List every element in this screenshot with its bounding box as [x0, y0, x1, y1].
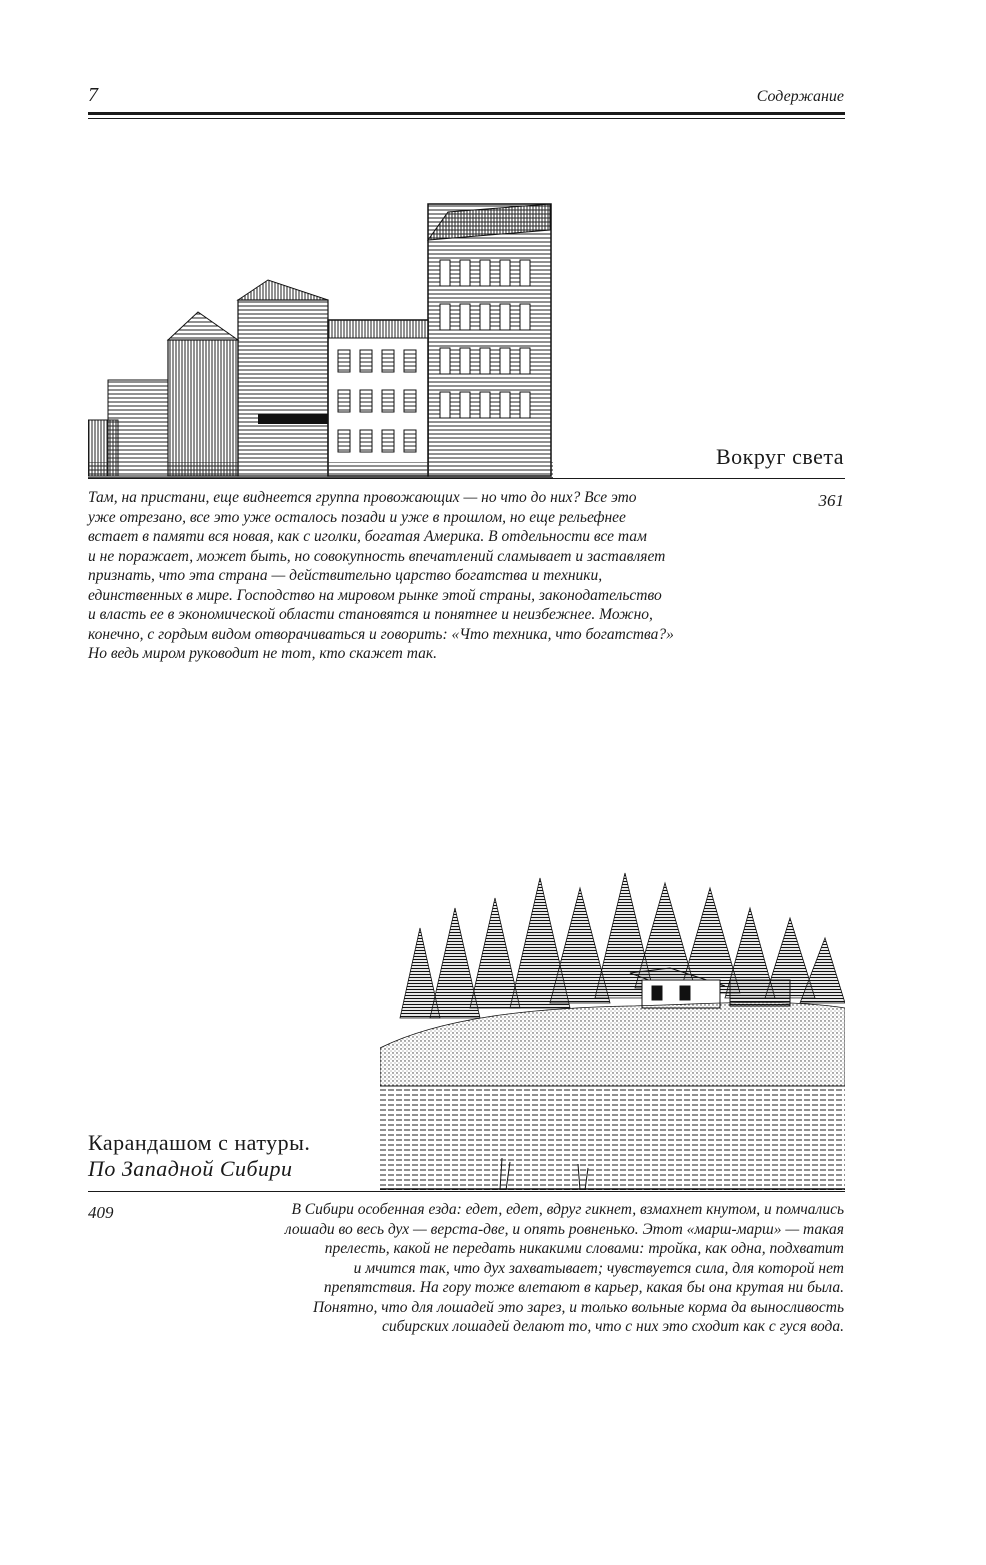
- entry-page-number: 361: [818, 491, 844, 510]
- entry-excerpt: [164, 1200, 844, 1337]
- excerpt-line: лошади во весь дух — верста-две, и опять ровненько. Этот «марш-марш» — такая: [284, 1220, 844, 1238]
- excerpt-line: и власть ее в экономической области становятся и понятнее и неизбежнее. Можно,: [88, 606, 653, 623]
- page-number: 7: [88, 84, 98, 106]
- excerpt-line: Понятно, что для лошадей это зарез, и только вольные корма да выносливость: [312, 1298, 844, 1316]
- excerpt-line: уже отрезано, все это уже осталось позади и уже в прошлом, но еще рельефнее: [88, 508, 626, 526]
- header-rule-thin: [88, 118, 845, 119]
- entry-title: Вокруг света: [715, 444, 844, 469]
- excerpt-line: препятствия. На гору тоже влетают в карьер, какая бы она крутая ни была.: [323, 1279, 844, 1296]
- excerpt-line: В Сибири особенная езда: едет, едет, вдруг гикнет, взмахнет кнутом, и помчались: [291, 1201, 844, 1218]
- excerpt-line: встает в памяти вся новая, как с иголки, богатая Америка. В отдельности все там: [88, 528, 647, 545]
- excerpt-line: единственных в мире. Господство на мировом рынке этой страны, законодательство: [88, 586, 662, 604]
- excerpt-line: конечно, с гордым видом отворачиваться и говорить: «Что техника, что богатства?»: [88, 625, 674, 643]
- excerpt-line: и не поражает, может быть, но совокупность впечатлений сламывает и заставляет: [88, 547, 666, 565]
- entry-title: [88, 1130, 310, 1182]
- excerpt-line: Но ведь миром руководит не тот, кто скажет так.: [88, 645, 437, 662]
- siberian-river-forest-engraving-icon: [380, 868, 845, 1190]
- entry-subtitle: По Западной Сибири: [88, 1156, 293, 1181]
- entry-page-number: 409: [88, 1203, 114, 1222]
- entry-excerpt: [88, 488, 788, 664]
- entry-rule: [88, 478, 845, 479]
- header-rule-thick: [88, 112, 845, 115]
- excerpt-line: и мчится так, что дух захватывает; чувствуется сила, для которой нет: [353, 1259, 844, 1277]
- entry-rule: [88, 1191, 845, 1192]
- excerpt-line: сибирских лошадей делают то, что с них это сходит как с гуся вода.: [381, 1318, 844, 1335]
- city-street-engraving-icon: [88, 200, 553, 480]
- entry-title-main: Карандашом с натуры.: [88, 1130, 311, 1155]
- excerpt-line: прелесть, какой не передать никакими словами: тройка, как одна, подхватит: [324, 1240, 844, 1257]
- running-head: Содержание: [756, 88, 844, 105]
- excerpt-line: Там, на пристани, еще виднеется группа провожающих — но что до них? Все это: [88, 489, 637, 506]
- excerpt-line: признать, что эта страна — действительно царство богатства и техники,: [88, 567, 603, 584]
